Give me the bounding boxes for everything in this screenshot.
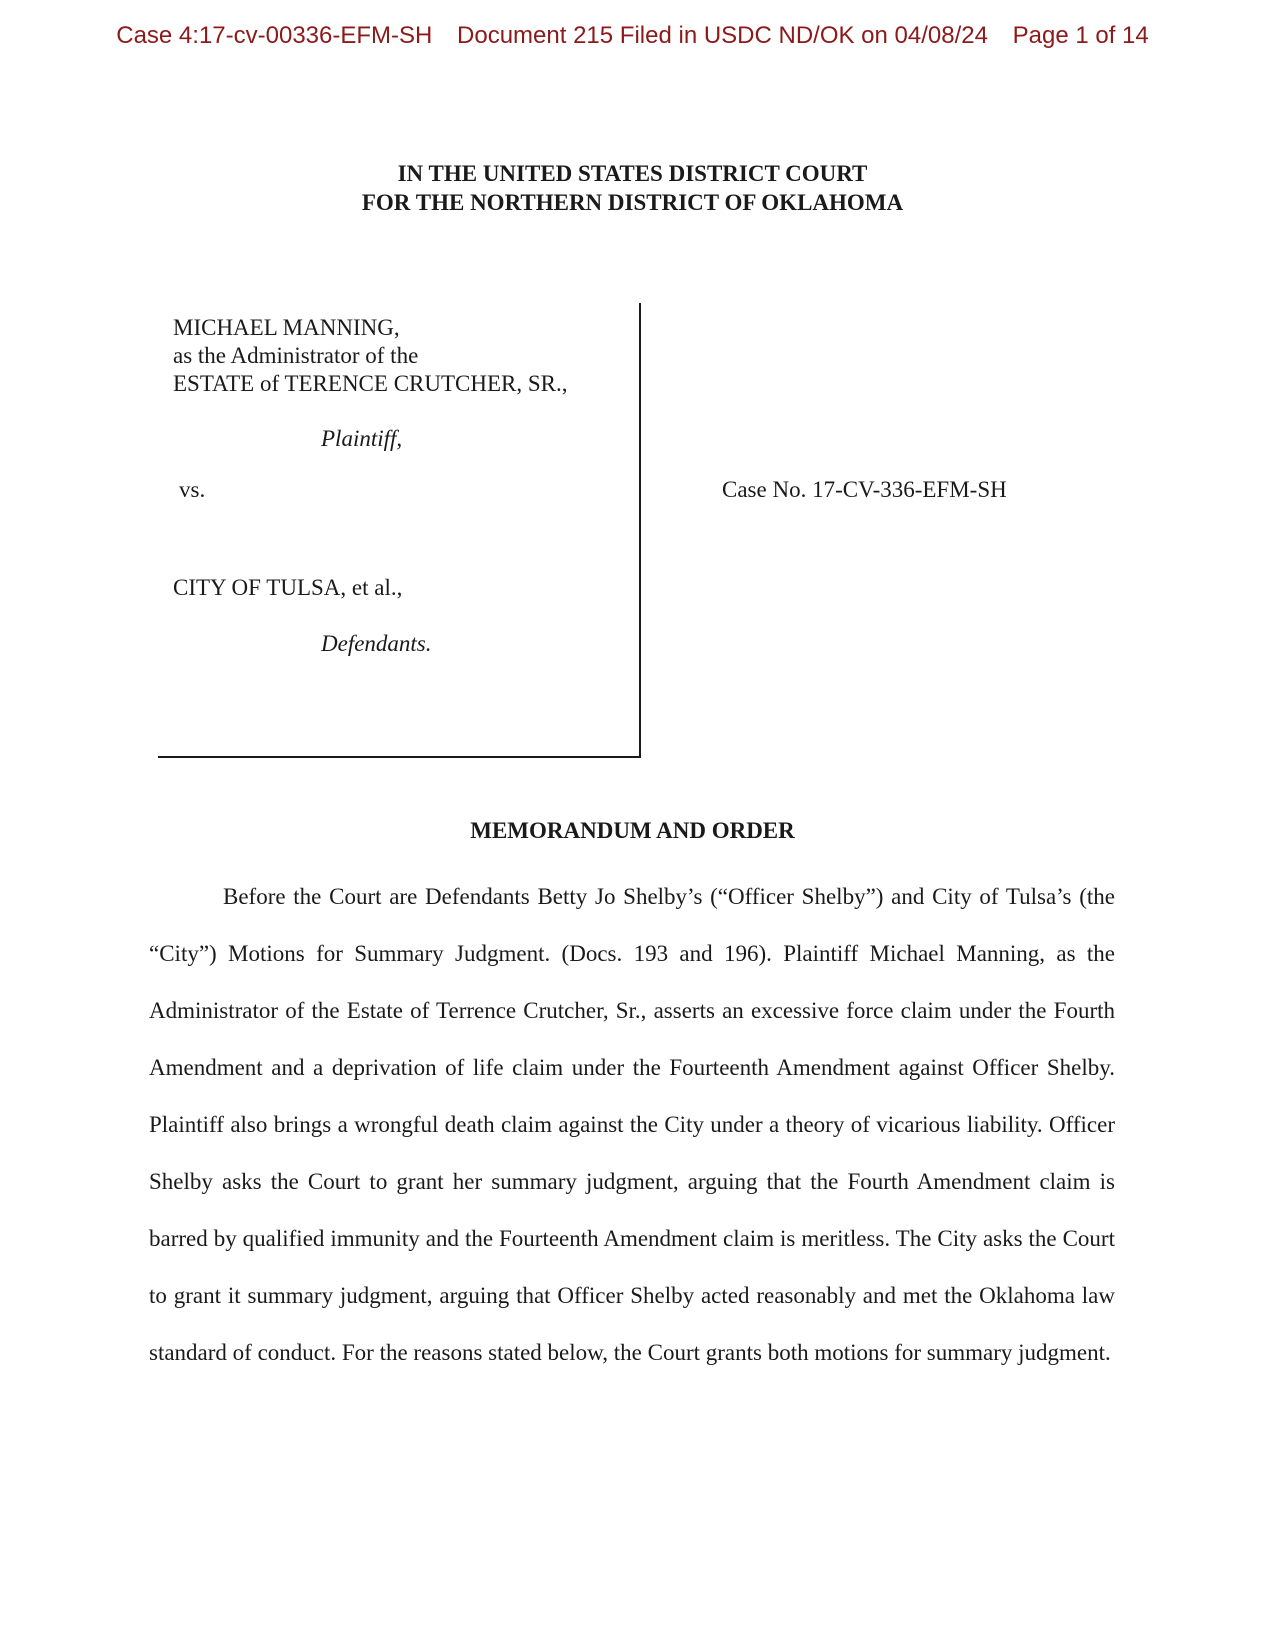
filing-document-info: Document 215 Filed in USDC ND/OK on 04/08/24 [457, 22, 988, 49]
defendant-name: CITY OF TULSA, et al., [173, 575, 403, 600]
plaintiff-role: Plaintiff, [321, 426, 403, 451]
case-caption [158, 303, 641, 758]
filing-case-number: Case 4:17-cv-00336-EFM-SH [116, 22, 433, 49]
court-title [0, 159, 1265, 217]
defendant-block [173, 574, 402, 602]
plaintiff-name: MICHAEL MANNING, [173, 315, 400, 340]
versus-label: vs. [179, 477, 206, 502]
plaintiff-block [173, 314, 568, 398]
plaintiff-capacity: as the Administrator of the [173, 343, 419, 368]
filing-page-number: Page 1 of 14 [1012, 22, 1149, 49]
filing-header [0, 22, 1265, 50]
plaintiff-estate: ESTATE of TERENCE CRUTCHER, SR., [173, 371, 568, 396]
court-title-line-1: IN THE UNITED STATES DISTRICT COURT [397, 161, 868, 186]
document-title: MEMORANDUM AND ORDER [470, 818, 795, 843]
case-number: Case No. 17-CV-336-EFM-SH [722, 477, 1007, 502]
defendant-role: Defendants. [321, 631, 432, 656]
court-title-line-2: FOR THE NORTHERN DISTRICT OF OKLAHOMA [361, 190, 904, 215]
body-paragraph: Before the Court are Defendants Betty Jo Shelby’s (“Officer Shelby”) and City of Tulsa’s (the “City”) Motions for Summary Judgment. (Docs. 193 and 196). Plaintiff Michael Manning, as the Administrator of the Estate of Terrence Crutcher, Sr., asserts an excessive force claim under the Fourth Amendment and a deprivation of life claim under the Fourteenth Amendment against Officer Shelby. Plaintiff also brings a wrongful death claim against the City under a theory of vicarious liability. Officer Shelby asks the Court to grant her summary judgment, arguing that the Fourth Amendment claim is barred by qualified immunity and the Fourteenth Amendment claim is meritless. The City asks the Court to grant it summary judgment, arguing that Officer Shelby acted reasonably and met the Oklahoma law standard of conduct. For the reasons stated below, the Court grants both motions for summary judgment. [149, 884, 1115, 1365]
